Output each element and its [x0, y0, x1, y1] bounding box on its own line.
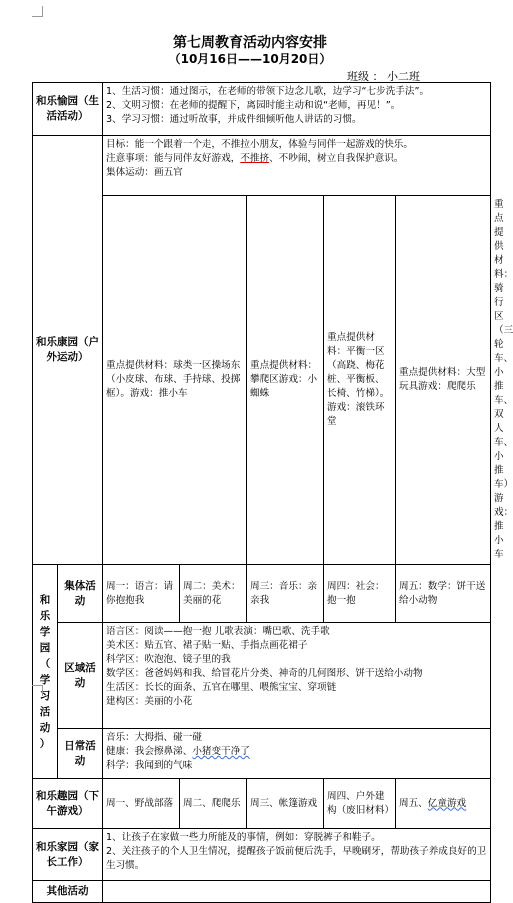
fun-thu	[324, 779, 396, 829]
learning-garden-header	[33, 565, 58, 779]
area-line-2: 美术区：贴五官、裙子贴一贴、手指点画花裙子	[106, 640, 308, 651]
area-line-3: 科学区：吹泡泡、镜子里的我	[106, 654, 231, 665]
fun-fri	[396, 779, 491, 829]
other-header-text: 其他活动	[46, 885, 89, 897]
home-garden-content	[103, 829, 491, 881]
health-goal-line-3: 集体运动：画五官	[106, 167, 183, 178]
schedule-table: 和乐愉园（生活活动） 1、生活习惯：通过图示，在老师的带领下边念儿歌，边学习“七步洗手法”。 2、文明习惯：在老师的提醒下，离园时能主动和说“老师，再见！”。 3、学习习惯：通过听故事，并成件细倾听他人讲话的习惯。 和乐康园（户外运动） 目标：能一个跟着一个走，不推拉小朋友，体验与同伴一起游戏的快乐。 注意事项：能与同伴友好游戏，不推挤、不吵闹，树立自我保护意识。 集体运动：画五官 重点提供材料：球类一区操场东（小皮球、布球、手持球、投掷框）。游戏：推小车 重点提供材料：攀爬区游戏：小蜘蛛 重点提供材料：平衡一区（高跷、梅花桩、平衡板、长椅、竹梯）。游戏：滚铁环堂 重点提供材料：大型玩具游戏：爬爬乐 重点提供材料：骑行区（三轮车、小推车、双人车、小推车）游戏：推小车 和 乐 学 园 （ 学 习 活 动 ） 集体活动 周一：语言：请你抱抱我 周二：美术：美丽的花 周三：音乐：亲亲我 周四：社会：抱一抱 周五：数学：饼干送给小动物 区域活动 语言区：阅读——抱一抱 儿歌表演：嘴巴歌、洗手歌 美术区：贴五官、裙子贴一贴、手指点画花裙子 科学区：吹泡泡、镜子里的我 数学区：爸爸妈妈和我、给冒花片分类、神奇的几何图形、饼干送给小动物 生活区：长长的面条、五官在哪里、喂熊宝宝、穿项链 建构区：美丽的小花 日常活动 音乐：大拇指、碰一碰 健康：我会擦鼻涕、小猪变干净了 科学：我闻到的气味 和乐趣园（下午游戏） 周一、野战部落 周二、爬爬乐 周三、帐篷游戏 周四、户外建构（废旧材料） 周五、亿童游戏 和乐家园（家长工作） 1、让孩子在家做一些力所能及的事情，例如：穿脱裤子和鞋子。 2、关注孩子的个人卫生情况，提醒孩子饭前便后洗手，早晚刷牙，帮助孩子养成良好的卫生习惯。 其他活动	[32, 82, 491, 903]
learning-char: 活	[39, 705, 51, 718]
other-content	[103, 881, 491, 903]
fun-tue	[180, 779, 247, 829]
group-mon	[103, 565, 180, 623]
home-line-1: 1、让孩子在家做一些力所能及的事情，例如：穿脱裤子和鞋子。	[106, 832, 381, 843]
daily-line-1: 音乐：大拇指、碰一碰	[106, 732, 202, 743]
learning-char: ）	[39, 737, 51, 750]
daily-activity-header-text: 日常活动	[64, 739, 96, 767]
learning-char: 学	[39, 673, 51, 686]
area-activity-content	[103, 623, 491, 729]
area-line-4: 数学区：爸爸妈妈和我、给冒花片分类、神奇的几何图形、饼干送给小动物	[106, 668, 423, 679]
health-garden-header-text: 和乐康园（户外运动）	[36, 336, 99, 363]
group-fri-text: 周五：数学：饼干送给小动物	[399, 580, 486, 606]
page-title: 第七周教育活动内容安排	[173, 35, 327, 51]
home-garden-header-text: 和乐家园（家长工作）	[36, 840, 99, 868]
group-tue-text: 周二：美术：美丽的花	[183, 580, 241, 606]
fun-garden-header	[33, 779, 103, 829]
group-wed-text: 周三：音乐：亲亲我	[250, 580, 318, 606]
learning-char: 动	[39, 721, 51, 734]
area-line-5: 生活区：长长的面条、五官在哪里、喂熊宝宝、穿项链	[106, 682, 337, 693]
health-col-2-text: 重点提供材料：攀爬区游戏：小蜘蛛	[250, 360, 318, 399]
learning-char: 乐	[39, 609, 51, 622]
health-col-4	[396, 196, 491, 565]
group-mon-text: 周一：语言：请你抱抱我	[106, 580, 174, 606]
other-header	[33, 881, 103, 903]
learning-char: 学	[39, 625, 51, 638]
learning-char: 和	[39, 593, 51, 606]
fun-thu-text: 周四、户外建构（废旧材料）	[327, 790, 395, 816]
daily-activity-header	[58, 729, 103, 779]
happy-garden-header-text: 和乐愉园（生活活动）	[36, 95, 99, 122]
daily-line-2: 健康：我会擦鼻涕、小猪变干净了	[106, 746, 250, 757]
learning-char: 习	[39, 689, 51, 702]
fun-mon	[103, 779, 180, 829]
health-col-2	[247, 196, 324, 565]
learning-char: 园	[39, 641, 51, 654]
area-activity-header-text: 区域活动	[64, 661, 96, 689]
group-thu	[324, 565, 396, 623]
health-goal-line-1: 目标：能一个跟着一个走，不推拉小朋友，体验与同伴一起游戏的快乐。	[106, 139, 413, 150]
happy-garden-content	[103, 83, 491, 136]
fun-tue-text: 周二、爬爬乐	[183, 797, 241, 809]
fun-fri-text: 周五、亿童游戏	[399, 797, 467, 809]
health-col-1	[103, 196, 247, 565]
class-label: 班级 ： 小二班	[347, 70, 420, 83]
health-col-1-text: 重点提供材料：球类一区操场东（小皮球、布球、手持球、投掷框）。游戏：推小车	[106, 360, 241, 399]
daily-activity-content	[103, 729, 491, 779]
happy-line-2: 2、文明习惯：在老师的提醒下，离园时能主动和说“老师，再见！”。	[106, 100, 401, 111]
happy-garden-header	[33, 83, 103, 136]
health-garden-goals	[103, 136, 491, 196]
crop-mark-top	[32, 6, 43, 17]
home-line-2: 2、关注孩子的个人卫生情况，提醒孩子饭前便后洗手，早晚刷牙，帮助孩子养成良好的卫生习惯。	[106, 846, 487, 871]
area-line-6: 建构区：美丽的小花	[106, 696, 193, 707]
group-activity-header-text: 集体活动	[64, 579, 96, 607]
fun-wed-text: 周三、帐篷游戏	[250, 797, 318, 809]
group-fri	[396, 565, 491, 623]
health-garden-header	[33, 136, 103, 565]
marked-word: 不推挤	[240, 153, 270, 164]
date-range: （10月16日——10月20日）	[168, 52, 332, 66]
fun-mon-text: 周一、野战部落	[106, 797, 174, 809]
health-col-3	[324, 196, 396, 565]
fun-wed	[247, 779, 324, 829]
learning-char: （	[39, 657, 51, 670]
marked-word: 小猪变干净了	[192, 746, 250, 757]
fun-garden-header-text: 和乐趣园（下午游戏）	[36, 789, 99, 817]
marked-word: 亿童游戏	[427, 797, 467, 809]
daily-line-3: 科学：我闻到的气味	[106, 760, 193, 771]
home-garden-header	[33, 829, 103, 881]
health-col-4-text: 重点提供材料：大型玩具游戏：爬爬乐	[399, 367, 486, 392]
crop-mark-bottom	[32, 685, 43, 696]
group-activity-header	[58, 565, 103, 623]
health-goal-line-2: 注意事项：能与同伴友好游戏，不推挤、不吵闹，树立自我保护意识。	[106, 153, 404, 164]
group-thu-text: 周四：社会：抱一抱	[327, 580, 385, 606]
group-wed	[247, 565, 324, 623]
area-line-1: 语言区：阅读——抱一抱 儿歌表演：嘴巴歌、洗手歌	[106, 626, 330, 637]
area-activity-header	[58, 623, 103, 729]
health-col-3-text: 重点提供材料：平衡一区（高跷、梅花桩、平衡板、长椅、竹梯）。游戏：滚铁环堂	[327, 332, 390, 427]
happy-line-3: 3、学习习惯：通过听故事，并成件细倾听他人讲话的习惯。	[106, 114, 362, 125]
group-tue	[180, 565, 247, 623]
happy-line-1: 1、生活习惯：通过图示，在老师的带领下边念儿歌，边学习“七步洗手法”。	[106, 86, 430, 97]
